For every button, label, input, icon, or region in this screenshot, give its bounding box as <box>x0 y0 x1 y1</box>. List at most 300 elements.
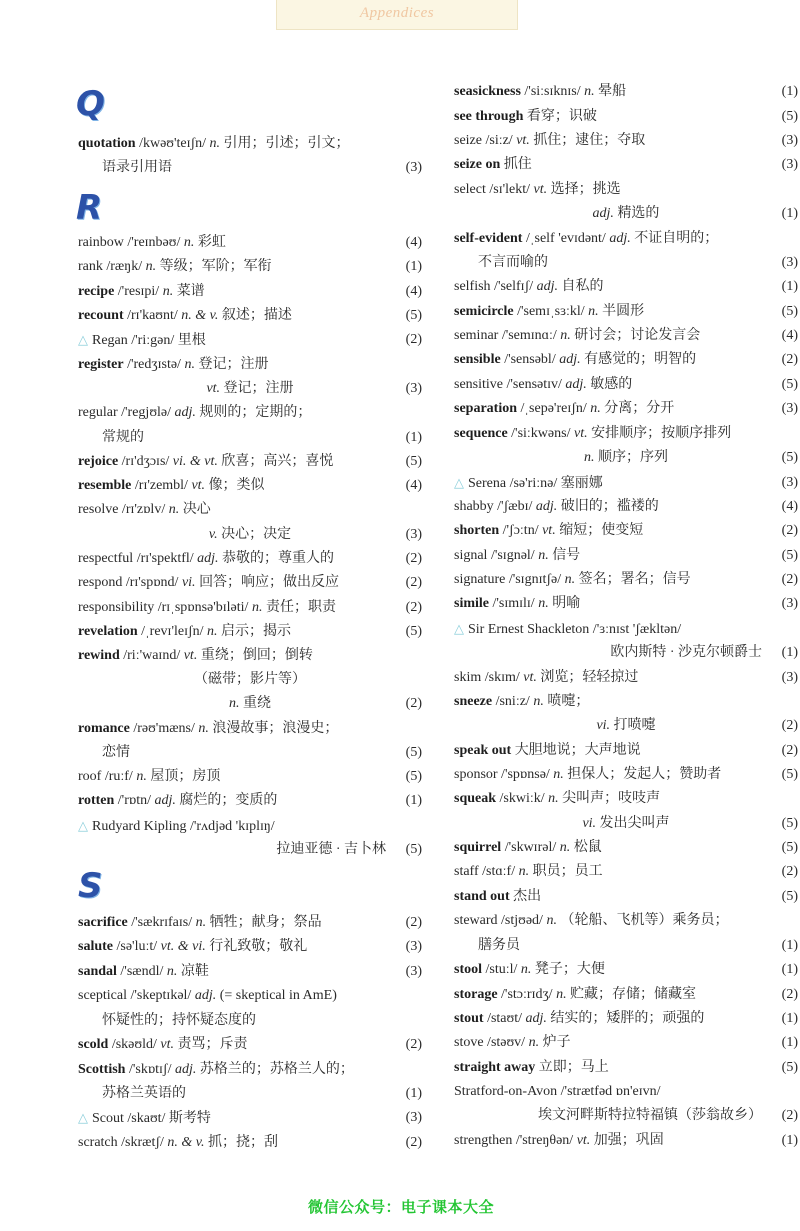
entry-text <box>454 473 603 494</box>
headword: straight away <box>454 1060 536 1075</box>
entry-text <box>78 525 422 545</box>
definition: 屋顶；房顶 <box>146 769 221 784</box>
entry-text <box>78 134 350 154</box>
entry-text <box>454 838 602 858</box>
entry-text <box>454 1058 609 1078</box>
unit-number: (3) <box>405 1110 422 1125</box>
entry-text <box>454 692 589 712</box>
part-of-speech: vi. <box>596 718 611 733</box>
part-of-speech: vt. <box>542 523 556 538</box>
part-of-speech: adj. <box>174 405 196 420</box>
pronunciation: signature /'sɪgnɪtʃə/ <box>454 572 565 587</box>
pronunciation: seminar /'semɪnɑː/ <box>454 328 561 343</box>
headword: sensible <box>454 352 501 367</box>
pronunciation: rainbow /'reɪnbəʊ/ <box>78 235 184 250</box>
definition: 精选的 <box>613 206 660 221</box>
pronunciation: /kwəʊ'teɪʃn/ <box>135 136 210 151</box>
headword: salute <box>78 939 113 954</box>
entry-text <box>454 375 632 395</box>
definition: 欣喜；高兴；喜悦 <box>217 454 334 469</box>
headword: rotten <box>78 793 115 808</box>
entry-text <box>78 282 205 302</box>
definition: 责骂；斥责 <box>173 1037 248 1052</box>
unit-number: (5) <box>781 767 798 782</box>
entry-text <box>454 180 621 200</box>
section-letter-q: Q <box>76 84 105 124</box>
part-of-speech: n. <box>559 840 571 855</box>
headword: sandal <box>78 964 117 979</box>
part-of-speech: n. & v. <box>167 1135 205 1150</box>
pronunciation: rank /ræŋk/ <box>78 259 146 274</box>
part-of-speech: n. <box>145 259 157 274</box>
definition: 打喷嚏 <box>610 718 656 733</box>
unit-number: (5) <box>405 745 422 760</box>
entry-text <box>454 668 638 688</box>
entry-text <box>454 887 541 907</box>
part-of-speech: n. <box>564 572 576 587</box>
part-of-speech: adj. <box>154 793 176 808</box>
definition: 有感觉的；明智的 <box>580 352 697 367</box>
definition: 抓住；逮住；夺取 <box>529 133 646 148</box>
part-of-speech: n. <box>560 328 571 343</box>
definition: 恋情 <box>102 745 130 760</box>
pronunciation: /skəʊld/ <box>108 1037 161 1052</box>
part-of-speech: n. <box>520 962 532 977</box>
definition: （磁带；影片等） <box>194 672 306 687</box>
pronunciation: staff /stɑːf/ <box>454 864 519 879</box>
entry-text <box>78 403 311 423</box>
part-of-speech: n. <box>538 548 549 563</box>
headword: sacrifice <box>78 915 128 930</box>
definition: 选择；挑选 <box>547 182 621 197</box>
part-of-speech: vt. <box>183 648 198 663</box>
part-of-speech: adj. <box>609 231 631 246</box>
headword: scold <box>78 1037 109 1052</box>
definition: 等级；军阶；军衔 <box>156 259 272 274</box>
pronunciation: /'siːkwəns/ <box>507 426 574 441</box>
unit-number: (5) <box>781 840 798 855</box>
definition: 浏览；轻轻掠过 <box>536 670 639 685</box>
pronunciation: /stuːl/ <box>482 962 521 977</box>
definition: 缩短；使变短 <box>555 523 644 538</box>
entry-text <box>454 424 731 444</box>
part-of-speech: n. <box>229 696 240 711</box>
pronunciation: /riː'waɪnd/ <box>119 648 184 663</box>
definition: 苏格兰的；苏格兰人的； <box>196 1062 354 1077</box>
entry-text <box>78 379 422 399</box>
entry-text <box>78 767 220 787</box>
unit-number: (2) <box>405 1037 422 1052</box>
unit-number: (2) <box>781 352 798 367</box>
headword: register <box>78 357 124 372</box>
entry-text <box>610 643 762 663</box>
definition: 重绕；倒回；倒转 <box>197 648 313 663</box>
definition: 登记；注册 <box>220 381 294 396</box>
part-of-speech: n. <box>538 596 549 611</box>
headword: semicircle <box>454 304 514 319</box>
entry-text <box>78 573 339 593</box>
definition: 引用；引述；引文； <box>220 136 350 151</box>
pronunciation: respond /rɪ'spɒnd/ <box>78 575 182 590</box>
entry-text <box>478 253 548 273</box>
unit-number: (3) <box>781 157 798 172</box>
part-of-speech: adj. <box>535 499 558 514</box>
pronunciation: /'sɪmɪlɪ/ <box>489 596 539 611</box>
pronunciation: /ˌself 'evɪdənt/ <box>522 231 610 246</box>
pronunciation: /skwiːk/ <box>496 791 549 806</box>
pronunciation: sponsor /'spɒnsə/ <box>454 767 554 782</box>
part-of-speech: n. <box>546 913 557 928</box>
pronunciation: resolve /rɪ'zɒlv/ <box>78 502 169 517</box>
definition: 贮藏；存储；储藏室 <box>566 987 697 1002</box>
definition: 常规的 <box>102 430 144 445</box>
part-of-speech: n. <box>195 915 207 930</box>
unit-number: (4) <box>781 328 798 343</box>
definition: 凉鞋 <box>177 964 209 979</box>
headword: squirrel <box>454 840 502 855</box>
entry-text <box>454 960 605 980</box>
unit-number: (1) <box>405 793 422 808</box>
part-of-speech: vt. <box>533 182 548 197</box>
pronunciation: /'siːsɪknɪs/ <box>520 84 585 99</box>
headword: stout <box>454 1011 484 1026</box>
headword: romance <box>78 721 130 736</box>
pronunciation: regular /'regjʊlə/ <box>78 405 175 420</box>
triangle-marker-icon: △ <box>454 475 464 490</box>
entry-text <box>78 598 336 618</box>
definition: 抓；挠；刮 <box>204 1135 278 1150</box>
entry-text <box>454 911 728 931</box>
part-of-speech: vt. & vi. <box>160 939 206 954</box>
unit-number: (1) <box>781 938 798 953</box>
entry-text <box>78 694 422 714</box>
unit-number: (2) <box>781 1108 798 1123</box>
part-of-speech: v. <box>208 527 218 542</box>
entry-text <box>102 1011 256 1031</box>
part-of-speech: n. <box>556 987 567 1002</box>
pronunciation: Stratford-on-Avon /'strætfəd ɒn'eɪvn/ <box>454 1084 661 1099</box>
pronunciation: /'semɪˌsɜːkl/ <box>513 304 589 319</box>
entry-text <box>78 1108 211 1129</box>
unit-number: (1) <box>781 1011 798 1026</box>
definition: 拉迪亚德 · 吉卜林 <box>276 842 386 857</box>
pronunciation: /'redʒɪstə/ <box>123 357 185 372</box>
part-of-speech: vt. <box>576 1133 591 1148</box>
definition: 喷嚏； <box>543 694 590 709</box>
headword: recipe <box>78 284 115 299</box>
entry-text <box>454 107 597 127</box>
unit-number: (1) <box>781 84 798 99</box>
definition: 重绕 <box>239 696 271 711</box>
appendices-header-tab <box>276 0 518 30</box>
pronunciation: Scout /skaʊt/ 斯考特 <box>92 1111 211 1126</box>
entry-text <box>78 330 206 351</box>
definition: 信号 <box>548 548 581 563</box>
part-of-speech: n. <box>588 304 599 319</box>
pronunciation: /sə'luːt/ <box>113 939 161 954</box>
part-of-speech: n. <box>162 284 174 299</box>
unit-number: (2) <box>781 743 798 758</box>
pronunciation: Regan /'riːgən/ 里根 <box>92 333 206 348</box>
header-title: Appendices <box>359 5 435 21</box>
part-of-speech: n. <box>584 84 595 99</box>
definition: 自私的 <box>558 279 604 294</box>
pronunciation: /'sækrɪfaɪs/ <box>127 915 196 930</box>
definition: 决心 <box>179 502 211 517</box>
definition: 担保人；发起人；赞助者 <box>563 767 722 782</box>
pronunciation: /ˌsepə'reɪʃn/ <box>517 401 591 416</box>
headword: seasickness <box>454 84 521 99</box>
pronunciation: /ˌrevɪ'leɪʃn/ <box>137 624 208 639</box>
unit-number: (5) <box>781 377 798 392</box>
pronunciation: respectful /rɪ'spektfl/ <box>78 551 198 566</box>
pronunciation: /'stɔːrɪdʒ/ <box>497 987 557 1002</box>
headword: see through <box>454 109 524 124</box>
unit-number: (5) <box>405 454 422 469</box>
entry-text <box>78 670 422 690</box>
entry-text <box>454 789 660 809</box>
definition: 规则的；定期的； <box>195 405 312 420</box>
unit-number: (5) <box>405 308 422 323</box>
unit-number: (1) <box>781 279 798 294</box>
definition: 立即；马上 <box>535 1060 609 1075</box>
unit-number: (4) <box>405 478 422 493</box>
pronunciation: stove /stəʊv/ <box>454 1035 529 1050</box>
definition: 签名；署名；信号 <box>575 572 691 587</box>
definition: 腐烂的；变质的 <box>175 793 278 808</box>
unit-number: (1) <box>405 1086 422 1101</box>
entry-text <box>454 741 641 761</box>
entry-text <box>454 350 696 370</box>
entry-text <box>454 448 798 468</box>
pronunciation: /rəʊ'mæns/ <box>129 721 199 736</box>
definition: 苏格兰英语的 <box>102 1086 186 1101</box>
entry-text <box>78 476 265 496</box>
triangle-marker-icon: △ <box>78 332 88 347</box>
entry-text <box>454 131 645 151</box>
unit-number: (3) <box>781 596 798 611</box>
pronunciation: /'rɒtn/ <box>114 793 155 808</box>
pronunciation: select /sɪ'lekt/ <box>454 182 534 197</box>
headword: recount <box>78 308 124 323</box>
part-of-speech: n. <box>518 864 530 879</box>
entry-text <box>454 497 659 517</box>
pronunciation: Sir Ernest Shackleton /'ɜːnɪst 'ʃækltən/ <box>468 622 682 637</box>
unit-number: (4) <box>405 284 422 299</box>
pronunciation: responsibility /rɪˌspɒnsə'bɪləti/ <box>78 600 252 615</box>
definition: 大胆地说；大声地说 <box>511 743 641 758</box>
entry-text <box>454 594 580 614</box>
entry-text <box>454 570 691 590</box>
pronunciation: /'sændl/ <box>116 964 167 979</box>
headword: self-evident <box>454 231 523 246</box>
headword: stand out <box>454 889 510 904</box>
part-of-speech: n. <box>168 502 180 517</box>
entry-text <box>78 986 337 1006</box>
entry-text <box>78 937 307 957</box>
part-of-speech: vi. & vt. <box>172 454 218 469</box>
definition: 像；类似 <box>205 478 265 493</box>
part-of-speech: vi. <box>582 816 597 831</box>
unit-number: (5) <box>405 769 422 784</box>
headword: rewind <box>78 648 120 663</box>
pronunciation: strengthen /'streŋθən/ <box>454 1133 577 1148</box>
part-of-speech: n. <box>251 600 263 615</box>
unit-number: (1) <box>781 962 798 977</box>
unit-number: (3) <box>781 670 798 685</box>
definition: 怀疑性的；持怀疑态度的 <box>102 1013 256 1028</box>
entry-text <box>78 1035 247 1055</box>
definition: 埃文河畔斯特拉特福镇（莎翁故乡） <box>538 1108 762 1123</box>
unit-number: (2) <box>781 864 798 879</box>
entry-text <box>102 743 130 763</box>
part-of-speech: n. <box>207 624 218 639</box>
pronunciation: /'skɒtɪʃ/ <box>125 1062 175 1077</box>
part-of-speech: vt. <box>191 478 206 493</box>
definition: 浪漫故事；浪漫史； <box>208 721 339 736</box>
entry-text <box>478 936 520 956</box>
unit-number: (5) <box>781 450 798 465</box>
unit-number: (5) <box>405 624 422 639</box>
definition: 叙述；描述 <box>218 308 292 323</box>
entry-text <box>78 646 313 666</box>
definition: 牺牲；献身；祭品 <box>206 915 322 930</box>
part-of-speech: n. <box>548 791 559 806</box>
entry-text <box>454 521 643 541</box>
unit-number: (2) <box>405 1135 422 1150</box>
entry-text <box>454 546 580 566</box>
unit-number: (2) <box>405 915 422 930</box>
definition: 松鼠 <box>570 840 602 855</box>
unit-number: (4) <box>781 499 798 514</box>
headword: resemble <box>78 478 132 493</box>
unit-number: (5) <box>781 1060 798 1075</box>
definition: 顺序；序列 <box>594 450 668 465</box>
part-of-speech: n. <box>553 767 564 782</box>
headword: speak out <box>454 743 512 758</box>
part-of-speech: n. <box>166 964 178 979</box>
pronunciation: /rɪ'dʒɔɪs/ <box>118 454 173 469</box>
definition: 安排顺序；按顺序排列 <box>587 426 732 441</box>
definition: 语录引用语 <box>102 160 172 175</box>
unit-number: (3) <box>781 255 798 270</box>
definition: 不言而喻的 <box>478 255 548 270</box>
definition: （轮船、飞机等）乘务员； <box>556 913 729 928</box>
part-of-speech: n. <box>183 235 195 250</box>
part-of-speech: n. & v. <box>181 308 219 323</box>
entry-text <box>78 719 338 739</box>
unit-number: (3) <box>405 964 422 979</box>
entry-text <box>78 549 334 569</box>
unit-number: (2) <box>781 523 798 538</box>
part-of-speech: vt. <box>516 133 530 148</box>
definition: 炉子 <box>539 1035 571 1050</box>
entry-text <box>276 840 386 860</box>
part-of-speech: vt. <box>160 1037 174 1052</box>
pronunciation: Serena /sə'riːnə/ 塞丽娜 <box>468 476 603 491</box>
definition: 半圆形 <box>598 304 645 319</box>
definition: 加强；巩固 <box>590 1133 664 1148</box>
unit-number: (1) <box>781 206 798 221</box>
entry-text <box>538 1106 762 1126</box>
headword: storage <box>454 987 498 1002</box>
pronunciation: /'sensəbl/ <box>500 352 560 367</box>
footer-watermark: 微信公众号：电子课本大全 <box>308 1198 495 1216</box>
definition: 抓住 <box>500 157 532 172</box>
headword: separation <box>454 401 517 416</box>
entry-text <box>454 277 604 297</box>
entry-text <box>78 816 275 837</box>
headword: sequence <box>454 426 508 441</box>
definition: 杰出 <box>509 889 542 904</box>
unit-number: (5) <box>781 889 798 904</box>
definition: (= skeptical in AmE) <box>216 988 337 1003</box>
definition: 决心；决定 <box>217 527 292 542</box>
definition: 欧内斯特 · 沙克尔顿爵士 <box>610 645 762 660</box>
definition: 启示；揭示 <box>217 624 292 639</box>
entry-text <box>78 791 277 811</box>
unit-number: (3) <box>781 133 798 148</box>
unit-number: (5) <box>781 548 798 563</box>
unit-number: (5) <box>781 816 798 831</box>
part-of-speech: adj. <box>592 206 614 221</box>
unit-number: (1) <box>781 645 798 660</box>
triangle-marker-icon: △ <box>78 1110 88 1125</box>
triangle-marker-icon: △ <box>454 621 464 636</box>
unit-number: (1) <box>781 1133 798 1148</box>
definition: 明喻 <box>548 596 581 611</box>
part-of-speech: n. <box>590 401 601 416</box>
entry-text <box>454 862 603 882</box>
entry-text <box>454 326 700 346</box>
unit-number: (3) <box>781 475 798 490</box>
part-of-speech: vi. <box>181 575 196 590</box>
entry-text <box>78 1060 354 1080</box>
definition: 恭敬的；尊重人的 <box>218 551 335 566</box>
entry-text <box>454 1082 661 1102</box>
definition: 看穿；识破 <box>523 109 597 124</box>
definition: 敏感的 <box>586 377 633 392</box>
entry-text <box>102 1084 186 1104</box>
pronunciation: scratch /skrætʃ/ <box>78 1135 168 1150</box>
entry-text <box>78 452 333 472</box>
unit-number: (2) <box>405 575 422 590</box>
part-of-speech: n. <box>528 1035 540 1050</box>
headword: simile <box>454 596 489 611</box>
unit-number: (2) <box>405 600 422 615</box>
unit-number: (1) <box>405 259 422 274</box>
entry-text <box>454 204 798 224</box>
unit-number: (3) <box>405 527 422 542</box>
part-of-speech: adj. <box>174 1062 197 1077</box>
headword: stool <box>454 962 482 977</box>
entry-text <box>454 1009 704 1029</box>
part-of-speech: adj. <box>559 352 581 367</box>
pronunciation: /'resɪpi/ <box>114 284 163 299</box>
section-letter-r: R <box>76 188 103 228</box>
entry-text <box>454 716 798 736</box>
part-of-speech: vt. <box>573 426 588 441</box>
pronunciation: sensitive /'sensətɪv/ <box>454 377 566 392</box>
pronunciation: sceptical /'skeptɪkəl/ <box>78 988 195 1003</box>
part-of-speech: n. <box>584 450 595 465</box>
entry-text <box>454 302 644 322</box>
pronunciation: /rɪ'kaʊnt/ <box>123 308 182 323</box>
pronunciation: /'ʃɔːtn/ <box>499 523 543 538</box>
entry-text <box>454 1033 571 1053</box>
part-of-speech: n. <box>533 694 544 709</box>
pronunciation: shabby /'ʃæbɪ/ <box>454 499 536 514</box>
